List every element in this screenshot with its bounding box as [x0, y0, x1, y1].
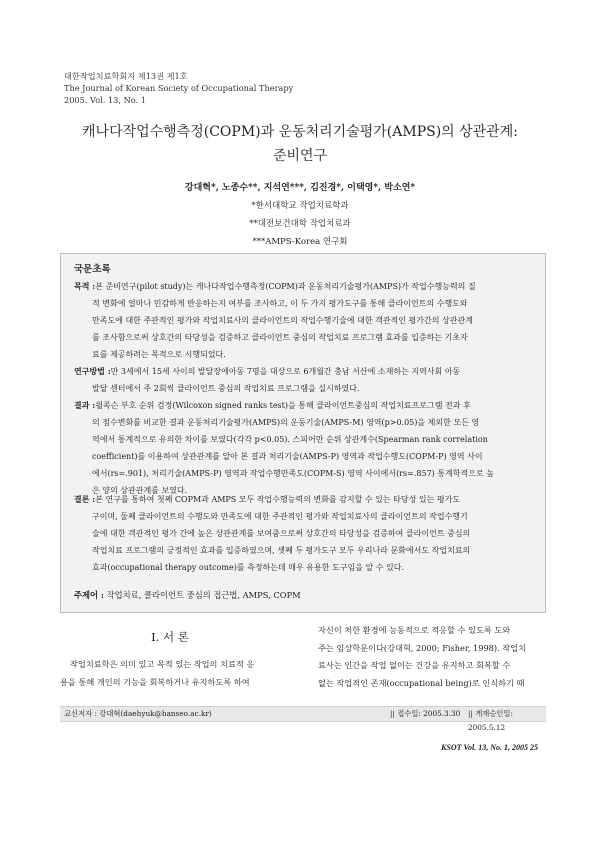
- conclusion-line: 술에 대한 객관적인 평가 간에 높은 상관관계를 보여줌으로써 상호간의 타당성을 검증하여 클라이언트 중심의: [92, 529, 471, 538]
- body-line: 주는 임상학문이다(강대혁, 2000; Fisher, 1998). 작업치: [318, 642, 527, 653]
- results-line: 은 양의 상관관계를 보였다.: [92, 486, 188, 495]
- conclusion-label: 결론 :: [74, 494, 96, 504]
- results-label: 결과 :: [74, 400, 96, 410]
- body-line: 용을 통해 개인의 기능을 회복하거나 유지하도록 하여: [60, 676, 250, 687]
- body-line: 료사는 인간을 작업 없이는 건강을 유지하고 회복할 수: [318, 660, 511, 670]
- affiliation-2: **대전보건대학 작업치료과: [249, 219, 351, 229]
- affiliation-1: *한서대학교 작업치료학과: [251, 201, 349, 211]
- page-footer: KSOT Vol. 13, No. 1, 2005 25: [441, 743, 538, 752]
- method-label: 연구방법 :: [74, 366, 111, 376]
- abstract-purpose: [74, 278, 534, 363]
- abstract-conclusion: [74, 491, 534, 576]
- correspondence-bar: [60, 706, 546, 732]
- body-line: 없는 작업적인 존재(occupational being)로 인식하기 때: [318, 677, 525, 688]
- journal-volume: 2005. Vol. 13, No. 1: [64, 95, 146, 105]
- results-line: 역에서 통계적으로 유의한 차이를 보였다(각각 p<0.05). 스피어만 순위 상관계수(Spearman rank correlation: [92, 435, 488, 444]
- paper-title-line2: 준비연구: [272, 148, 328, 164]
- purpose-line: 본 준비연구(pilot study)는 캐나다작업수행측정(COPM)과 운동처리기술평가(AMPS)가 작업수행능력의 질: [95, 282, 476, 291]
- results-line: 의 점수변화를 비교한 결과 운동처리기술평가(AMPS)의 운동기술(AMPS-M) 영역(p>0.05)을 제외한 모든 영: [92, 418, 480, 427]
- purpose-label: 목적 :: [74, 281, 96, 291]
- conclusion-line: 구이며, 둘째 클라이언트의 수행도와 만족도에 대한 주관적인 평가와 작업치료사의 클라이언트의 작업수행기: [92, 512, 468, 521]
- conclusion-line: 작업치료 프로그램의 긍정적인 효과를 입증하였으며, 셋째 두 평가도구 모두 우리나라 문화에서도 작업치료의: [92, 546, 471, 555]
- section-title-introduction: Ⅰ. 서 론: [151, 630, 189, 644]
- purpose-line: 적 변화에 얼마나 민감하게 반응하는지 여부를 조사하고, 이 두 가지 평가도구를 통해 클라이언트의 수행도와: [92, 299, 468, 308]
- affiliation-3: ***AMPS-Korea 연구회: [252, 237, 348, 247]
- accepted-date: || 게재승인일: 2005.5.12: [468, 709, 513, 732]
- paper-title-line1: 캐나다작업수행측정(COPM)과 운동처리기술평가(AMPS)의 상관관계:: [82, 124, 518, 140]
- keywords-text: 작업치료, 클라이언트 중심의 접근법, AMPS, COPM: [106, 590, 301, 600]
- method-line: 발달 센터에서 주 2회씩 클라이언트 중심의 작업치료 프로그램을 실시하였다.: [92, 384, 360, 393]
- keywords: [74, 589, 301, 601]
- received-date: || 접수일: 2005.3.30: [390, 709, 461, 718]
- abstract-results: [74, 397, 534, 499]
- method-line: 만 3세에서 15세 사이의 발달장애아동 7명을 대상으로 6개월간 충남 서산에 소재하는 지역사회 아동: [110, 367, 461, 376]
- keywords-label: 주제어 :: [74, 590, 104, 600]
- journal-header: [64, 70, 293, 106]
- body-left-column: [60, 656, 254, 691]
- paper-title: [0, 120, 600, 168]
- purpose-line: 료를 제공하려는 목적으로 시행되었다.: [92, 350, 226, 359]
- body-right-column: [318, 622, 526, 692]
- abstract-box: [60, 253, 546, 613]
- body-line: 자신이 처한 환경에 능동적으로 적응할 수 있도록 도와: [318, 625, 511, 635]
- conclusion-line: 본 연구를 통하여 첫째 COPM과 AMPS 모두 작업수행능력의 변화를 감지할 수 있는 타당성 있는 평가도: [95, 495, 461, 504]
- author-list: 강대혁*, 노종수**, 지석연***, 김진경*, 이택영*, 박소연*: [184, 183, 416, 193]
- body-line: 작업치료학은 의미 있고 목적 있는 작업의 치료적 응: [70, 659, 255, 669]
- results-line: 윌콕슨 부호 순위 검정(Wilcoxon signed ranks test)을 통해 클라이언트중심의 작업치료프로그램 전과 후: [95, 401, 471, 410]
- abstract-heading: 국문초록: [74, 264, 111, 275]
- purpose-line: 를 조사함으로써 상호간의 타당성을 검증하고 클라이언트 중심의 작업치료 프로그램 효과를 입증하는 기초자: [92, 333, 468, 342]
- abstract-method: [74, 363, 534, 397]
- journal-name-english: The Journal of Korean Society of Occupational Therapy: [64, 83, 294, 93]
- corresponding-author: 교신저자 : 강대혁(daehyuk@hanseo.ac.kr): [64, 709, 212, 718]
- results-line: coefficient)를 이용하여 상관관계를 알아 본 결과 처리기술(AMPS-P) 영역과 작업수행도(COPM-P) 영역 사이: [92, 452, 483, 461]
- purpose-line: 만족도에 대한 주관적인 평가와 작업치료사의 클라이언트의 작업수행기술에 대한 객관적인 평가간의 상관관계: [92, 316, 473, 325]
- results-line: 에서(rs=.901), 처리기술(AMPS-P) 영역과 작업수행만족도(COPM-S) 영역 사이에서(rs=.857) 통계학적으로 높: [92, 469, 494, 478]
- journal-name-korean: 대한작업치료학회지 제13권 제1호: [64, 71, 188, 81]
- conclusion-line: 효과(occupational therapy outcome)를 측정하는데 매우 유용한 도구임을 알 수 있다.: [92, 563, 404, 572]
